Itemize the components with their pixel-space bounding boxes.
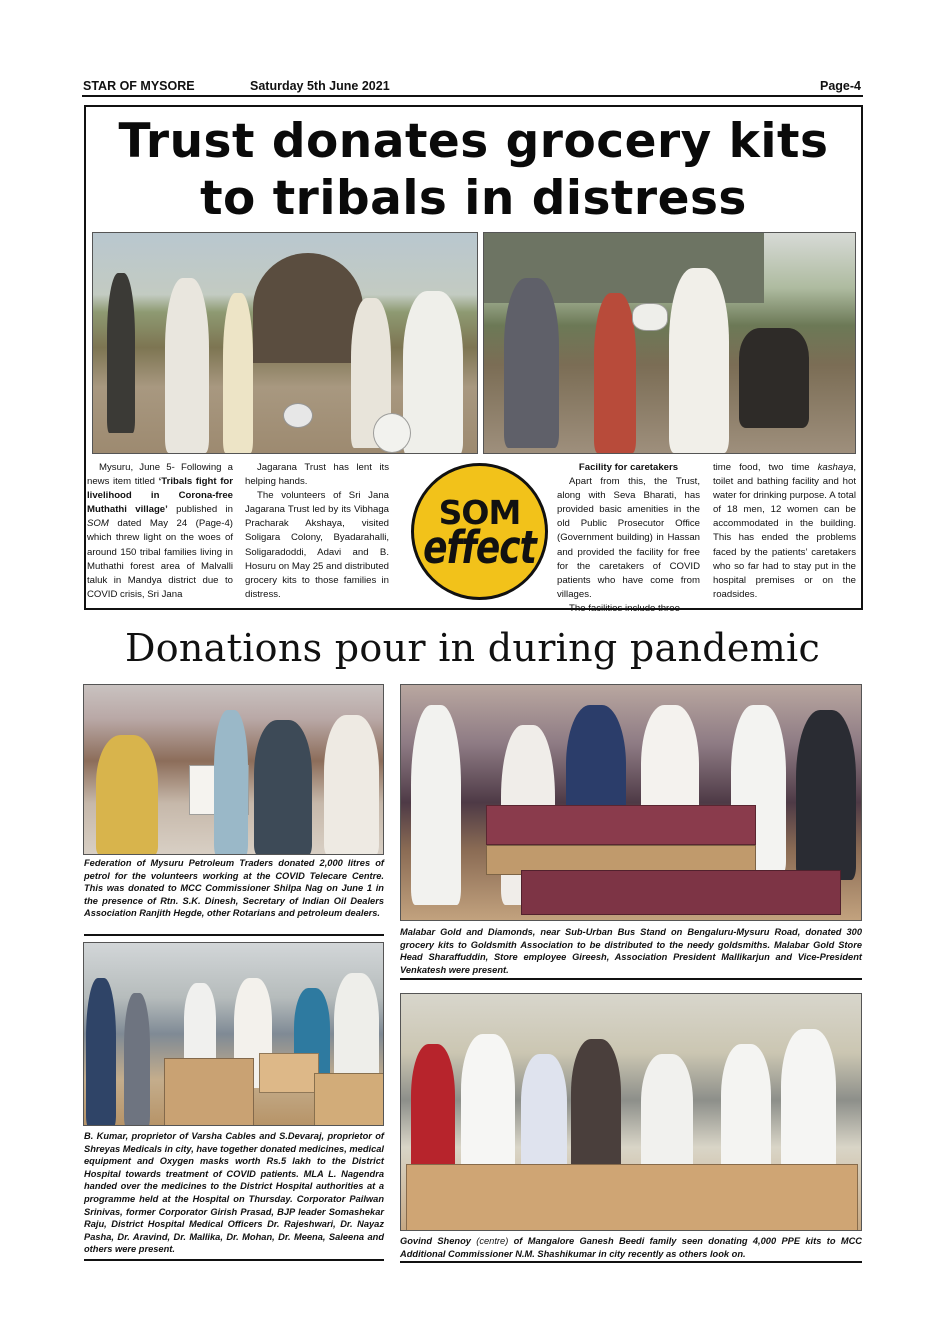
caption-petrol: Federation of Mysuru Petroleum Traders donated 2,000 litres of petrol for the volunteers working at the COVID Telecare Centre. This was donated to MCC Commissioner Shilpa Nag on June 1 in the presence of Rtn. S.K. Dinesh, Secretary of Indian Oil Dealers Association Ranjith Hegde, other Rotarians and petroleum dealers. <box>84 858 384 919</box>
headline-line-2: to tribals in distress <box>200 171 747 226</box>
headline-line-1: Trust donates grocery kits <box>118 114 829 169</box>
subhead-caretakers: Facility for caretakers <box>578 462 679 473</box>
issue-date: Saturday 5th June 2021 <box>250 79 390 93</box>
story-column-1: Mysuru, June 5- Following a news item titled ‘Tribals fight for livelihood in Corona-free Muthathi village’ published in SOM dated May 24 (Page-4) which threw light on the woes of around 150 tribal families living in Muthathi forest area of Malvalli taluk in Mandya district due to COVID crisis, Sri Jana <box>87 462 233 600</box>
caption-rule-ppe <box>400 1261 862 1263</box>
tribal-photo-right <box>483 232 856 454</box>
tribal-photo-left <box>92 232 478 454</box>
caption-rule-petrol <box>84 934 384 936</box>
som-effect-logo: SOM effect <box>411 463 548 600</box>
petrol-donation-photo <box>83 684 384 855</box>
caption-ppe: Govind Shenoy (centre) of Mangalore Ganesh Beedi family seen donating 4,000 PPE kits to MCC Additional Commissioner N.M. Shashikumar in city recently as others look on. <box>400 1236 862 1259</box>
story-column-2: Jagarana Trust has lent its helping hands. The volunteers of Sri Jana Jagarana Trust led by its Vibhaga Pracharak Akshaya, visited Soligara Colony, Byadarahalli, Soligaradoddi, Adavi and B. Hosuru on May 25 and distributed grocery kits to those families in distress. <box>245 462 389 600</box>
ppe-donation-photo <box>400 993 862 1231</box>
caption-malabar: Malabar Gold and Diamonds, near Sub-Urban Bus Stand on Bengaluru-Mysuru Road, donated 300 grocery kits to Goldsmith Association to be distributed to the needy goldsmiths. Malabar Gold Store Head Sharaffuddin, Store employee Gireesh, Association President Mallikarjun and Vice-President Venkatesh were present. <box>400 927 862 975</box>
story-column-3: Facility for caretakers Apart from this, the Trust, along with Seva Bharati, has provided basic amenities in the old Public Prosecutor Office (Government building) in Hassan and provided the facility for free for the caretakers of COVID patients who have come from villages. The facilities include three <box>557 462 700 614</box>
caption-rule-malabar <box>400 978 862 980</box>
paper-name: STAR OF MYSORE <box>83 79 195 93</box>
caption-rule-hospital <box>84 1259 384 1261</box>
caption-hospital: B. Kumar, proprietor of Varsha Cables and S.Devaraj, proprietor of Shreyas Medicals in city, have together donated medicines, medical equipment and Oxygen masks worth Rs.5 lakh to the District Hospital towards treatment of COVID patients. MLA L. Nagendra handed over the medicines to the District Hospital authorities at a programme held at the Hospital on Thursday. Corporator Pailwan Srinivas, former Corporator Girish Prasad, BJP leader Somashekar Raju, District Hospital Medical Officers Dr. Rajeshwari, Dr. Nayaz Pasha, Dr. Aravind, Dr. Mallika, Dr. Mohan, Dr. Meena, Saleena and others were present. <box>84 1131 384 1255</box>
page-number: Page-4 <box>820 79 861 93</box>
masthead-rule <box>82 95 863 97</box>
section-title: Donations pour in during pandemic <box>124 626 821 670</box>
story-column-4: time food, two time kashaya, toilet and bathing facility and hot water for drinking purpose. A total of 18 men, 12 women can be accommodated in the building. This has ended the problems faced by the patients’ caretakers who so far had to stay put in the hospital premises or on the roadsides. <box>713 462 856 600</box>
malabar-donation-photo <box>400 684 862 921</box>
hospital-donation-photo <box>83 942 384 1126</box>
